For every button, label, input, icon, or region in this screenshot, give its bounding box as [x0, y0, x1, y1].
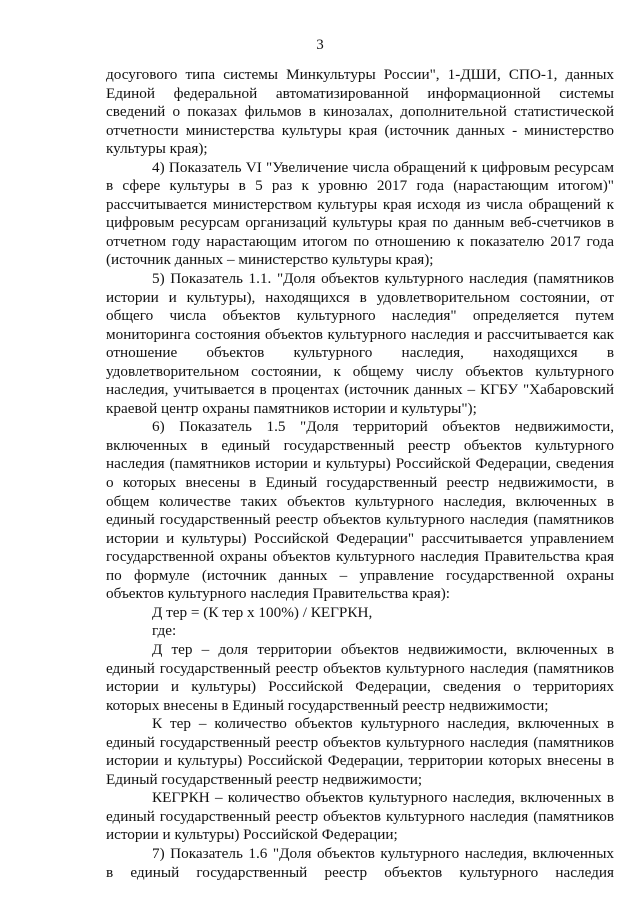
text-line: наследия (памятников истории и культуры) Российской Федерации, сведения [106, 455, 614, 473]
text-line: включенных в единый государственный реестр объектов культурного [106, 436, 614, 454]
text-line: истории и культуры) Российской Федерации, территории которых внесены в [106, 752, 614, 770]
text-line: 5) Показатель 1.1. "Доля объектов культурного наследия (памятников [152, 270, 614, 288]
text-line: истории и культуры), находящихся в удовлетворительном состоянии, от [106, 288, 614, 306]
text-line: КЕГРКН – количество объектов культурного наследия, включенных в [152, 789, 614, 807]
text-line: общего числа объектов культурного наследия" определяется путем [106, 307, 614, 325]
text-line: Д тер – доля территории объектов недвижимости, включенных в [152, 640, 614, 658]
text-line: где: [152, 622, 177, 640]
text-line: Д тер = (К тер x 100%) / КЕГРКН, [152, 603, 373, 621]
text-line: истории и культуры) Российской Федерации, сведения о территориях [106, 678, 614, 696]
text-line: общем количестве таких объектов культурного наследия, включенных в [106, 492, 614, 510]
text-line: отчетности министерства культуры края (источник данных - министерство [106, 121, 614, 139]
page-number: 3 [316, 37, 324, 53]
document-body [106, 66, 614, 882]
text-line: цифровым ресурсам организаций культуры края по данным веб-счетчиков в [106, 214, 614, 232]
text-line: которых внесены в Единый государственный реестр недвижимости; [106, 696, 549, 714]
text-line: отчетном году нарастающим итогом по отношению к показателю 2017 года [106, 232, 614, 250]
text-line: Единый государственный реестр недвижимости; [106, 770, 423, 788]
text-line: единый государственный реестр объектов культурного наследия (памятников [106, 659, 614, 677]
text-line: рассчитывается министерством культуры края исходя из числа обращений к [106, 195, 614, 213]
text-line: 4) Показатель VI "Увеличение числа обращений к цифровым ресурсам [152, 158, 614, 176]
text-line: единый государственный реестр объектов культурного наследия (памятников [106, 511, 614, 529]
text-line: досугового типа системы Минкультуры России", 1-ДШИ, СПО-1, данных [106, 66, 614, 83]
text-line: по формуле (источник данных – управление государственной охраны [106, 566, 614, 584]
text-line: единый государственный реестр объектов культурного наследия (памятников [106, 807, 614, 825]
text-line: в единый государственный реестр объектов культурного наследия [106, 863, 614, 881]
text-line: Единой федеральной автоматизированной информационной системы [106, 84, 614, 102]
text-line: 6) Показатель 1.5 "Доля территорий объектов недвижимости, [152, 418, 614, 436]
text-line: государственной охраны объектов культурного наследия Правительства края [106, 548, 614, 566]
text-line: сведений о показах фильмов в кинозалах, дополнительной статистической [106, 103, 614, 121]
text-line: истории и культуры) Российской Федерации" рассчитывается управлением [106, 529, 614, 547]
text-line: наследия, учитывается в процентах (источник данных – КГБУ "Хабаровский [106, 381, 614, 399]
text-line: истории и культуры) Российской Федерации; [106, 826, 398, 844]
text-line: единый государственный реестр объектов культурного наследия (памятников [106, 733, 614, 751]
text-line: краевой центр охраны памятников истории и культуры"); [106, 399, 477, 417]
text-line: в сфере культуры в 5 раз к уровню 2017 года (нарастающим итогом)" [106, 177, 614, 195]
text-line: (источник данных – министерство культуры края); [106, 251, 434, 269]
text-line: о которых внесены в Единый государственный реестр недвижимости, в [106, 474, 614, 492]
text-line: мониторинга состояния объектов культурного наследия и рассчитывается как [106, 325, 614, 343]
text-line: 7) Показатель 1.6 "Доля объектов культурного наследия, включенных [152, 844, 614, 862]
text-line: культуры края); [106, 140, 208, 158]
text-line: отношение объектов культурного наследия, находящихся в [106, 344, 614, 362]
text-line: К тер – количество объектов культурного наследия, включенных в [152, 715, 614, 733]
text-line: удовлетворительном состоянии, к общему числу объектов культурного [106, 362, 614, 380]
text-line: объектов культурного наследия Правительства края): [106, 585, 451, 603]
